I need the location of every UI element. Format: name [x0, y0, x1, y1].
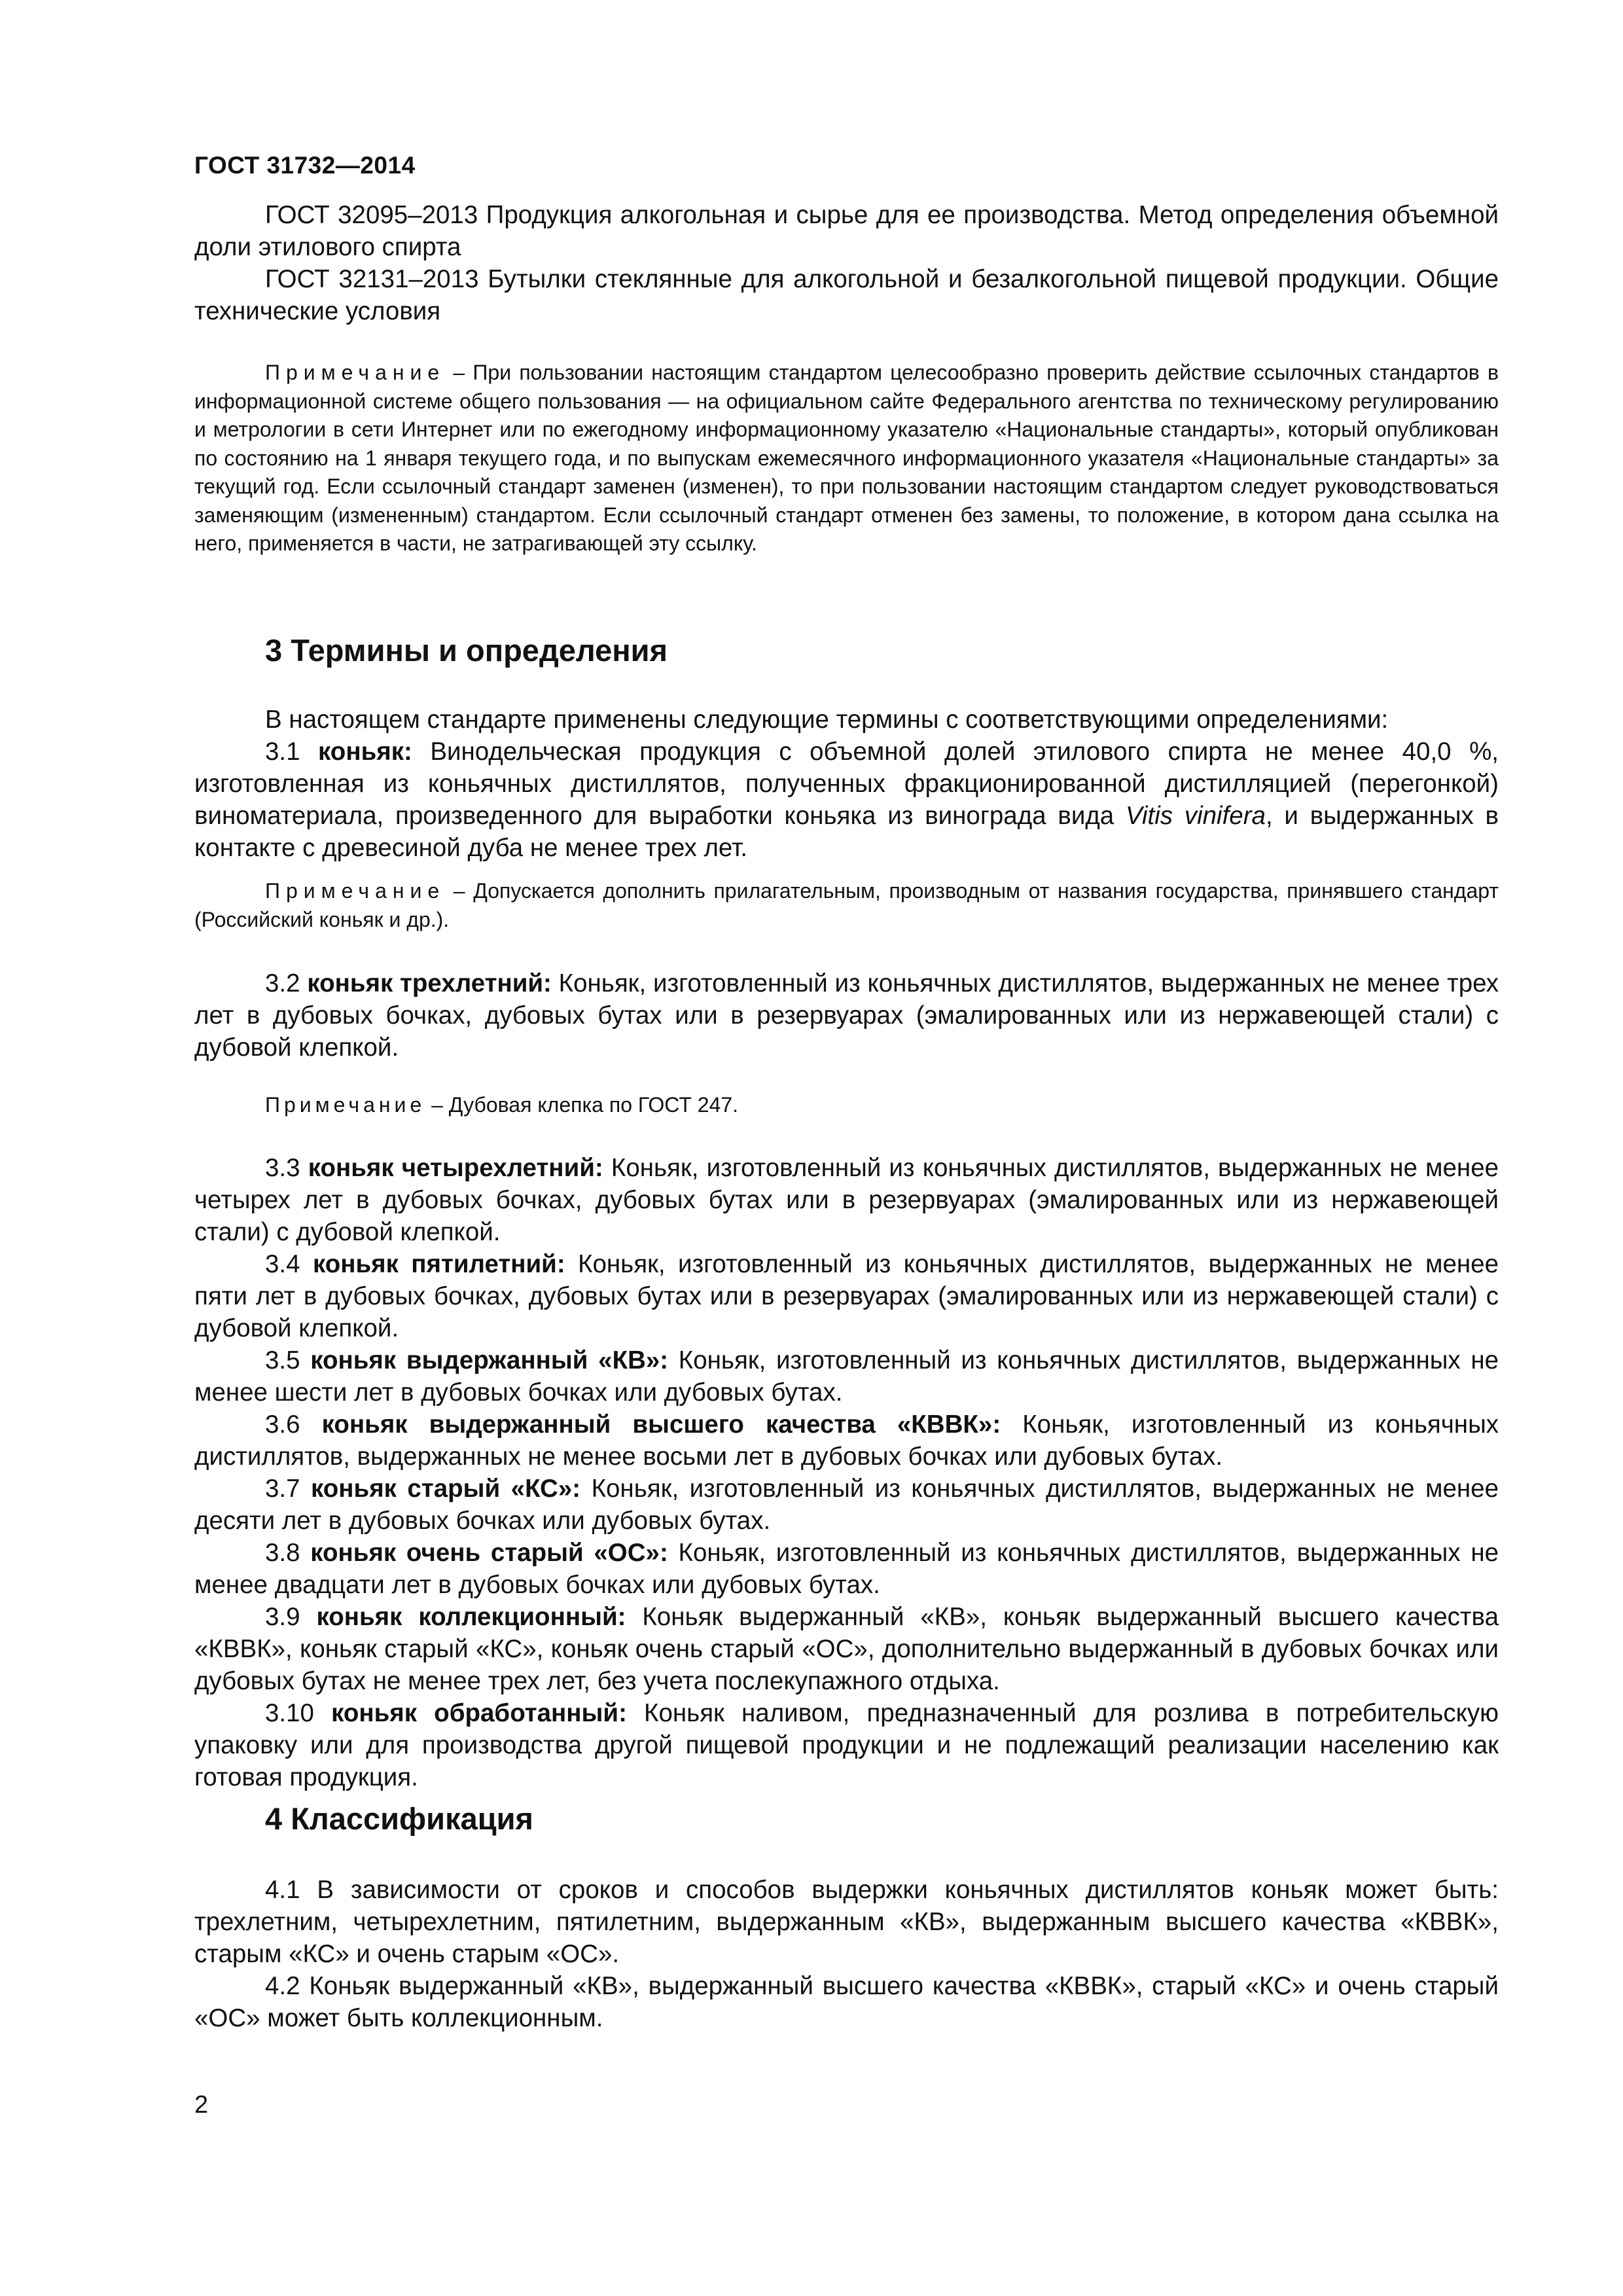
note-label: Примечание — [265, 361, 446, 384]
term-3-4: 3.4 коньяк пятилетний: Коньяк, изготовленный из коньячных дистиллятов, выдержанных не менее пяти лет в дубовых бочках, дубовых бутах или в резервуарах (эмалированных или из нержавеющей стали) с дубовой клепкой. — [194, 1250, 1499, 1342]
term-3-9: 3.9 коньяк коллекционный: Коньяк выдержанный «КВ», коньяк выдержанный высшего качества «КВВК», коньяк старый «КС», коньяк очень старый «ОС», дополнительно выдержанный в дубовых бочках или дубовых бутах не менее трех лет, без учета послекупажного отдыха. — [194, 1603, 1499, 1695]
term-3-3: 3.3 коньяк четырехлетний: Коньяк, изготовленный из коньячных дистиллятов, выдержанных не менее четырех лет в дубовых бочках, дубовых бутах или в резервуарах (эмалированных или из нержавеющей стали) с дубовой клепкой. — [194, 1154, 1499, 1246]
term-name: коньяк: — [318, 738, 412, 766]
term-3-7: 3.7 коньяк старый «КС»: Коньяк, изготовленный из коньячных дистиллятов, выдержанных не менее десяти лет в дубовых бочках или дубовых бутах. — [194, 1475, 1499, 1535]
term-name: коньяк обработанный: — [331, 1699, 627, 1727]
section-4-title: 4 Классификация — [265, 1801, 533, 1836]
term-name: коньяк четырехлетний: — [308, 1154, 603, 1182]
section-3-title: 3 Термины и определения — [265, 633, 668, 668]
note-references — [194, 359, 1499, 558]
page-number: 2 — [194, 2091, 209, 2119]
document-header: ГОСТ 31732—2014 — [194, 152, 416, 179]
note-3-2: Примечание – Дубовая клепка по ГОСТ 247. — [265, 1093, 739, 1117]
note-3-1: Примечание – Допускается дополнить прилагательным, производным от названия государства, принявшего стандарт (Российский коньяк и др.). — [194, 879, 1499, 931]
reference-gost-32095: ГОСТ 32095–2013 Продукция алкогольная и сырье для ее производства. Метод определения объемной доли этилового спирта — [194, 201, 1499, 261]
note-text: – При пользовании настоящим стандартом целесообразно проверить действие ссылочных стандартов в информационной системе общего пользования — на официальном сайте Федерального агентства по техническому регулированию и метрологии в сети Интернет или по ежегодному информационному указателю «Национальные стандарты», который опубликован по состоянию на 1 января текущего года, и по выпускам ежемесячного информационного указателя «Национальные стандарты» за текущий год. Если ссылочный стандарт заменен (изменен), то при пользовании настоящим стандартом следует руководствоваться заменяющим (измененным) стандартом. Если ссылочный стандарт отменен без замены, то положение, в котором дана ссылка на него, применяется в части, не затрагивающей эту ссылку. — [194, 361, 1499, 555]
term-name: коньяк выдержанный высшего качества «КВВК»: — [321, 1410, 1001, 1439]
term-name: коньяк трехлетний: — [307, 969, 552, 997]
reference-gost-32131: ГОСТ 32131–2013 Бутылки стеклянные для алкогольной и безалкогольной пищевой продукции. Общие технические условия — [194, 265, 1499, 325]
term-name: коньяк очень старый «ОС»: — [310, 1539, 668, 1567]
term-name: коньяк пятилетний: — [312, 1250, 565, 1278]
section-3-intro: В настоящем стандарте применены следующие термины с соответствующими определениями: — [265, 706, 1389, 734]
term-name: коньяк выдержанный «КВ»: — [310, 1346, 669, 1374]
latin-name: Vitis vinifera — [1126, 802, 1266, 830]
term-3-2: 3.2 коньяк трехлетний: Коньяк, изготовленный из коньячных дистиллятов, выдержанных не менее трех лет в дубовых бочках, дубовых бутах или в резервуарах (эмалированных или из нержавеющей стали) с дубовой клепкой. — [194, 969, 1499, 1062]
term-3-10: 3.10 коньяк обработанный: Коньяк наливом, предназначенный для розлива в потребительскую упаковку или для производства другой пищевой продукции и не подлежащий реализации населению как готовая продукция. — [194, 1699, 1499, 1791]
paragraph-4-2: 4.2 Коньяк выдержанный «КВ», выдержанный высшего качества «КВВК», старый «КС» и очень старый «ОС» может быть коллекционным. — [194, 1972, 1499, 2032]
term-name: коньяк старый «КС»: — [311, 1475, 581, 1503]
term-3-5: 3.5 коньяк выдержанный «КВ»: Коньяк, изготовленный из коньячных дистиллятов, выдержанных не менее шести лет в дубовых бочках или дубовых бутах. — [194, 1346, 1499, 1407]
paragraph-4-1: 4.1 В зависимости от сроков и способов выдержки коньячных дистиллятов коньяк может быть: трехлетним, четырехлетним, пятилетним, выдержанным «КВ», выдержанным высшего качества «КВВК», старым «КС» и очень старым «ОС». — [194, 1876, 1499, 1968]
term-3-8: 3.8 коньяк очень старый «ОС»: Коньяк, изготовленный из коньячных дистиллятов, выдержанных не менее двадцати лет в дубовых бочках или дубовых бутах. — [194, 1539, 1499, 1599]
term-3-6: 3.6 коньяк выдержанный высшего качества «КВВК»: Коньяк, изготовленный из коньячных дистиллятов, выдержанных не менее восьми лет в дубовых бочках или дубовых бутах. — [194, 1410, 1499, 1471]
term-3-1: 3.1 коньяк: Винодельческая продукция с объемной долей этилового спирта не менее 40,0 %, изготовленная из коньячных дистиллятов, полученных фракционированной дистилляцией (перегонкой) виноматериала, произведенного для выработки коньяка из винограда вида Vitis vinifera, и выдержанных в контакте с древесиной дуба не менее трех лет. — [194, 738, 1499, 862]
term-name: коньяк коллекционный: — [316, 1603, 626, 1631]
